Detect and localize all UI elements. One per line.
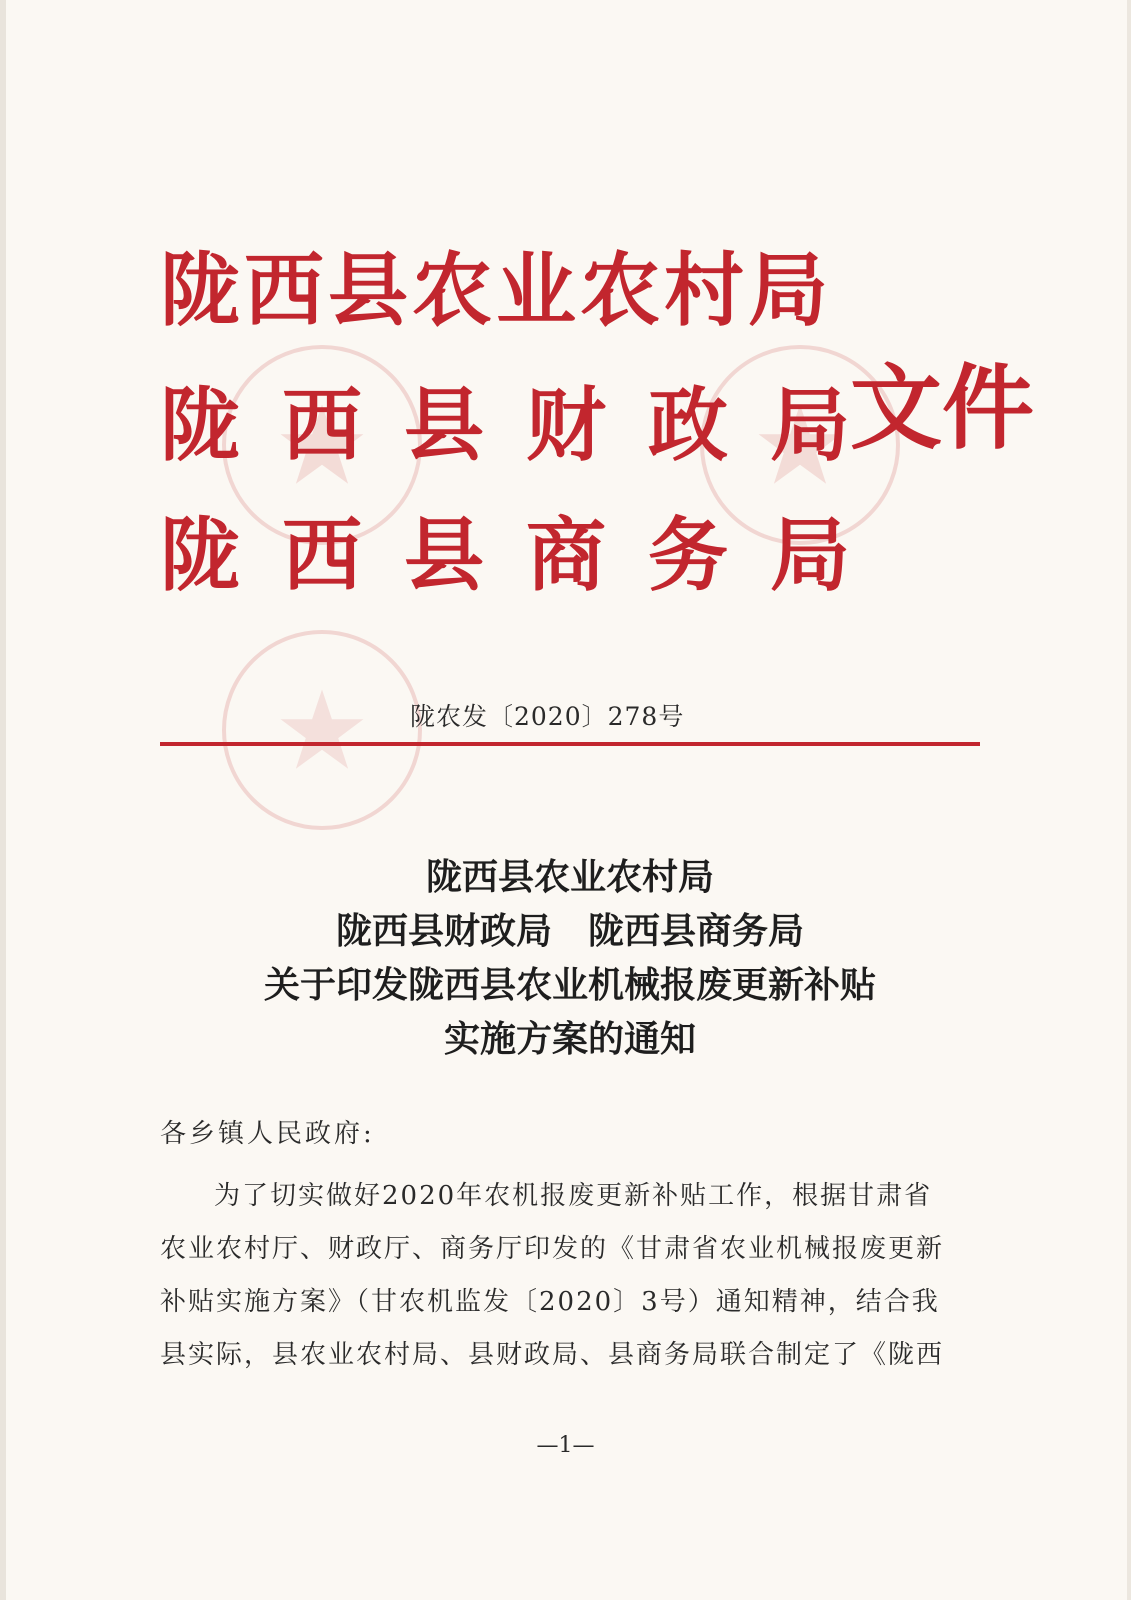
header-document-suffix: 文件	[850, 354, 1035, 462]
title-line: 陇西县财政局 陇西县商务局	[335, 910, 804, 952]
title-line: 关于印发陇西县农业机械报废更新补贴	[263, 964, 876, 1006]
header-char: 陇	[160, 508, 240, 602]
header-char: 陇	[160, 378, 240, 472]
body-line: 补贴实施方案》（甘农机监发〔2020〕3号）通知精神，结合我	[160, 1287, 940, 1317]
body-line: 县实际，县农业农村局、县财政局、县商务局联合制定了《陇西	[160, 1340, 945, 1370]
header-char: 西	[282, 508, 362, 602]
official-seal-stamp	[222, 630, 422, 830]
header-issuer-commerce	[160, 508, 850, 602]
document-title	[160, 850, 980, 1066]
page-number: —1—	[536, 1433, 595, 1458]
header-divider-rule	[160, 742, 980, 746]
header-char: 财	[526, 378, 606, 472]
salutation: 各乡镇人民政府:	[160, 1119, 375, 1149]
header-char: 局	[770, 508, 850, 602]
header-char: 西	[282, 378, 362, 472]
header-issuer-finance	[160, 378, 850, 472]
body-line: 农业农村厅、财政厅、商务厅印发的《甘肃省农业机械报废更新	[160, 1234, 945, 1264]
title-line: 实施方案的通知	[443, 1018, 696, 1060]
header-issuer-agriculture: 陇西县农业农村局	[160, 243, 832, 337]
header-char: 商	[526, 508, 606, 602]
title-line: 陇西县农业农村局	[425, 856, 714, 898]
header-char: 政	[648, 378, 728, 472]
header-char: 务	[648, 508, 728, 602]
header-char: 县	[404, 378, 484, 472]
body-line: 为了切实做好2020年农机报废更新补贴工作，根据甘肃省	[214, 1181, 933, 1211]
header-char: 局	[770, 378, 850, 472]
document-number: 陇农发〔2020〕278号	[410, 702, 685, 731]
body-paragraph	[160, 1170, 980, 1382]
header-char: 县	[404, 508, 484, 602]
